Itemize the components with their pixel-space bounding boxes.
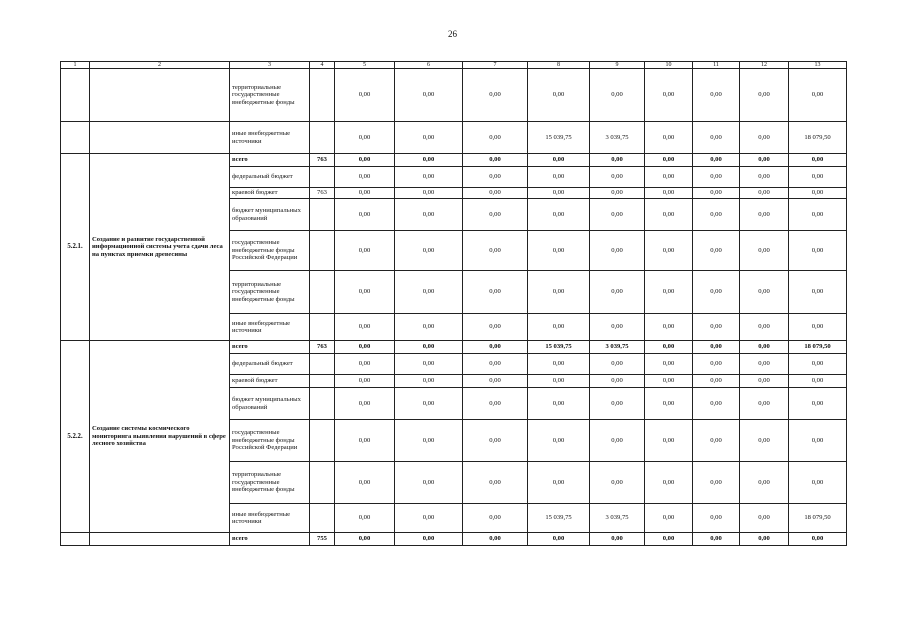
amount-cell: 0,00: [463, 271, 528, 314]
funding-source-cell: иные внебюджетные источники: [230, 122, 310, 154]
amount-cell: 0,00: [395, 420, 463, 462]
funding-source-cell: федеральный бюджет: [230, 167, 310, 188]
amount-cell: 0,00: [463, 533, 528, 546]
amount-cell: 0,00: [789, 375, 847, 388]
amount-cell: 0,00: [335, 122, 395, 154]
amount-cell: 0,00: [740, 199, 789, 231]
code-cell: [310, 231, 335, 271]
amount-cell: 0,00: [335, 271, 395, 314]
amount-cell: 0,00: [395, 231, 463, 271]
amount-cell: 0,00: [463, 188, 528, 199]
amount-cell: 0,00: [740, 354, 789, 375]
funding-source-cell: бюджет муниципальных образований: [230, 388, 310, 420]
amount-cell: 0,00: [693, 341, 740, 354]
column-number: 3: [230, 62, 310, 69]
funding-source-cell: федеральный бюджет: [230, 354, 310, 375]
amount-cell: 0,00: [693, 231, 740, 271]
amount-cell: 0,00: [463, 199, 528, 231]
amount-cell: 0,00: [463, 375, 528, 388]
amount-cell: 0,00: [528, 199, 590, 231]
amount-cell: 0,00: [395, 533, 463, 546]
amount-cell: 0,00: [740, 462, 789, 504]
amount-cell: 15 039,75: [528, 122, 590, 154]
amount-cell: 0,00: [335, 69, 395, 122]
code-cell: 755: [310, 533, 335, 546]
code-cell: 763: [310, 154, 335, 167]
code-cell: [310, 271, 335, 314]
code-cell: [310, 199, 335, 231]
amount-cell: 0,00: [693, 354, 740, 375]
funding-source-cell: территориальные государственные внебюджетные фонды: [230, 271, 310, 314]
item-name-cell: Создание и развитие государственной информационной системы учета сдачи леса на пунктах приемки древесины: [90, 154, 230, 341]
amount-cell: 0,00: [693, 154, 740, 167]
amount-cell: 0,00: [590, 375, 645, 388]
code-cell: [310, 375, 335, 388]
code-cell: [310, 167, 335, 188]
amount-cell: 0,00: [395, 375, 463, 388]
amount-cell: 0,00: [740, 533, 789, 546]
amount-cell: 0,00: [789, 462, 847, 504]
item-code-cell: [61, 69, 90, 122]
item-name-cell: [90, 122, 230, 154]
column-number: 12: [740, 62, 789, 69]
amount-cell: 0,00: [395, 167, 463, 188]
amount-cell: 0,00: [693, 122, 740, 154]
column-number: 2: [90, 62, 230, 69]
amount-cell: 0,00: [645, 462, 693, 504]
amount-cell: 0,00: [463, 420, 528, 462]
amount-cell: 0,00: [645, 231, 693, 271]
amount-cell: 0,00: [590, 167, 645, 188]
amount-cell: 0,00: [395, 154, 463, 167]
amount-cell: 0,00: [789, 167, 847, 188]
amount-cell: 0,00: [528, 154, 590, 167]
amount-cell: 0,00: [463, 122, 528, 154]
amount-cell: 0,00: [645, 375, 693, 388]
column-number: 9: [590, 62, 645, 69]
amount-cell: 0,00: [528, 354, 590, 375]
amount-cell: 0,00: [395, 341, 463, 354]
item-name-cell: [90, 533, 230, 546]
amount-cell: 0,00: [740, 69, 789, 122]
amount-cell: 0,00: [463, 504, 528, 533]
amount-cell: 0,00: [395, 354, 463, 375]
funding-source-cell: всего: [230, 341, 310, 354]
total-row: [61, 341, 847, 354]
amount-cell: 3 039,75: [590, 122, 645, 154]
amount-cell: 0,00: [528, 462, 590, 504]
amount-cell: 0,00: [335, 341, 395, 354]
amount-cell: 0,00: [395, 314, 463, 341]
item-name-cell: [90, 69, 230, 122]
amount-cell: 0,00: [740, 271, 789, 314]
amount-cell: 0,00: [789, 354, 847, 375]
amount-cell: 0,00: [335, 375, 395, 388]
funding-source-cell: всего: [230, 154, 310, 167]
code-cell: [310, 122, 335, 154]
amount-cell: 0,00: [528, 533, 590, 546]
amount-cell: 0,00: [789, 188, 847, 199]
amount-cell: 0,00: [789, 388, 847, 420]
code-cell: [310, 314, 335, 341]
amount-cell: 0,00: [693, 533, 740, 546]
amount-cell: 0,00: [693, 199, 740, 231]
amount-cell: 0,00: [590, 462, 645, 504]
amount-cell: 0,00: [335, 188, 395, 199]
amount-cell: 0,00: [693, 188, 740, 199]
amount-cell: 0,00: [463, 388, 528, 420]
item-code-cell: [61, 122, 90, 154]
amount-cell: 18 079,50: [789, 504, 847, 533]
amount-cell: 15 039,75: [528, 341, 590, 354]
amount-cell: 0,00: [463, 354, 528, 375]
amount-cell: 0,00: [693, 504, 740, 533]
amount-cell: 0,00: [395, 188, 463, 199]
amount-cell: 3 039,75: [590, 341, 645, 354]
item-name-cell: Создание системы космического мониторинга выявления нарушений в сфере лесного хозяйства: [90, 341, 230, 533]
total-row: [61, 533, 847, 546]
funding-source-cell: иные внебюджетные источники: [230, 314, 310, 341]
amount-cell: 0,00: [395, 271, 463, 314]
amount-cell: 0,00: [335, 462, 395, 504]
amount-cell: 0,00: [645, 199, 693, 231]
amount-cell: 3 039,75: [590, 504, 645, 533]
amount-cell: 0,00: [463, 314, 528, 341]
funding-source-cell: государственные внебюджетные фонды Российской Федерации: [230, 420, 310, 462]
code-cell: 763: [310, 188, 335, 199]
amount-cell: 0,00: [590, 388, 645, 420]
amount-cell: 0,00: [528, 271, 590, 314]
item-code-cell: [61, 533, 90, 546]
funding-source-cell: бюджет муниципальных образований: [230, 199, 310, 231]
amount-cell: 0,00: [645, 341, 693, 354]
amount-cell: 0,00: [740, 388, 789, 420]
amount-cell: 0,00: [463, 154, 528, 167]
amount-cell: 0,00: [740, 167, 789, 188]
amount-cell: 0,00: [528, 420, 590, 462]
amount-cell: 0,00: [335, 199, 395, 231]
column-number: 4: [310, 62, 335, 69]
amount-cell: 0,00: [463, 69, 528, 122]
code-cell: [310, 504, 335, 533]
amount-cell: 0,00: [693, 420, 740, 462]
amount-cell: 0,00: [590, 354, 645, 375]
amount-cell: 0,00: [335, 504, 395, 533]
funding-source-cell: иные внебюджетные источники: [230, 504, 310, 533]
amount-cell: 0,00: [528, 231, 590, 271]
amount-cell: 0,00: [528, 167, 590, 188]
amount-cell: 0,00: [528, 388, 590, 420]
amount-cell: 0,00: [645, 188, 693, 199]
amount-cell: 18 079,50: [789, 122, 847, 154]
amount-cell: 0,00: [590, 188, 645, 199]
amount-cell: 0,00: [335, 388, 395, 420]
amount-cell: 0,00: [693, 271, 740, 314]
amount-cell: 0,00: [740, 154, 789, 167]
column-number: 8: [528, 62, 590, 69]
amount-cell: 0,00: [590, 154, 645, 167]
amount-cell: 18 079,50: [789, 341, 847, 354]
amount-cell: 0,00: [590, 420, 645, 462]
column-number: 11: [693, 62, 740, 69]
amount-cell: 0,00: [335, 154, 395, 167]
amount-cell: 0,00: [789, 420, 847, 462]
amount-cell: 0,00: [645, 69, 693, 122]
amount-cell: 0,00: [645, 122, 693, 154]
amount-cell: 0,00: [590, 199, 645, 231]
column-number: 5: [335, 62, 395, 69]
amount-cell: 0,00: [463, 341, 528, 354]
amount-cell: 0,00: [740, 231, 789, 271]
amount-cell: 0,00: [335, 314, 395, 341]
page-number: 26: [448, 29, 457, 39]
amount-cell: 0,00: [590, 533, 645, 546]
amount-cell: 0,00: [590, 271, 645, 314]
amount-cell: 0,00: [463, 231, 528, 271]
amount-cell: 0,00: [693, 69, 740, 122]
amount-cell: 0,00: [789, 271, 847, 314]
amount-cell: 0,00: [789, 231, 847, 271]
amount-cell: 0,00: [395, 122, 463, 154]
amount-cell: 0,00: [335, 167, 395, 188]
amount-cell: 0,00: [335, 420, 395, 462]
amount-cell: 0,00: [645, 420, 693, 462]
code-cell: [310, 69, 335, 122]
amount-cell: 0,00: [590, 69, 645, 122]
amount-cell: 0,00: [528, 375, 590, 388]
amount-cell: 0,00: [395, 69, 463, 122]
amount-cell: 0,00: [693, 167, 740, 188]
amount-cell: 0,00: [590, 231, 645, 271]
amount-cell: 0,00: [645, 388, 693, 420]
amount-cell: 0,00: [395, 199, 463, 231]
amount-cell: 0,00: [395, 462, 463, 504]
amount-cell: 0,00: [740, 375, 789, 388]
amount-cell: 0,00: [740, 314, 789, 341]
amount-cell: 15 039,75: [528, 504, 590, 533]
amount-cell: 0,00: [463, 462, 528, 504]
amount-cell: 0,00: [335, 354, 395, 375]
amount-cell: 0,00: [335, 231, 395, 271]
column-number: 1: [61, 62, 90, 69]
column-number: 13: [789, 62, 847, 69]
amount-cell: 0,00: [645, 354, 693, 375]
funding-source-cell: территориальные государственные внебюджетные фонды: [230, 462, 310, 504]
item-code-cell: 5.2.2.: [61, 341, 90, 533]
funding-source-cell: территориальные государственные внебюджетные фонды: [230, 69, 310, 122]
funding-source-cell: государственные внебюджетные фонды Российской Федерации: [230, 231, 310, 271]
code-cell: 763: [310, 341, 335, 354]
amount-cell: 0,00: [693, 388, 740, 420]
funding-source-cell: всего: [230, 533, 310, 546]
item-code-cell: 5.2.1.: [61, 154, 90, 341]
amount-cell: 0,00: [645, 533, 693, 546]
source-row: [61, 69, 847, 122]
amount-cell: 0,00: [395, 504, 463, 533]
column-number: 10: [645, 62, 693, 69]
amount-cell: 0,00: [693, 462, 740, 504]
funding-source-cell: краевой бюджет: [230, 188, 310, 199]
column-number: 7: [463, 62, 528, 69]
amount-cell: 0,00: [693, 314, 740, 341]
amount-cell: 0,00: [740, 341, 789, 354]
column-number: 6: [395, 62, 463, 69]
amount-cell: 0,00: [395, 388, 463, 420]
amount-cell: 0,00: [740, 504, 789, 533]
column-number-row: [61, 62, 847, 69]
amount-cell: 0,00: [463, 167, 528, 188]
amount-cell: 0,00: [645, 271, 693, 314]
amount-cell: 0,00: [645, 167, 693, 188]
total-row: [61, 154, 847, 167]
amount-cell: 0,00: [645, 154, 693, 167]
amount-cell: 0,00: [528, 69, 590, 122]
funding-source-cell: краевой бюджет: [230, 375, 310, 388]
amount-cell: 0,00: [645, 504, 693, 533]
code-cell: [310, 388, 335, 420]
amount-cell: 0,00: [740, 188, 789, 199]
code-cell: [310, 462, 335, 504]
budget-table: [60, 61, 847, 546]
amount-cell: 0,00: [590, 314, 645, 341]
amount-cell: 0,00: [789, 154, 847, 167]
amount-cell: 0,00: [789, 533, 847, 546]
amount-cell: 0,00: [693, 375, 740, 388]
amount-cell: 0,00: [740, 122, 789, 154]
code-cell: [310, 420, 335, 462]
amount-cell: 0,00: [335, 533, 395, 546]
amount-cell: 0,00: [789, 69, 847, 122]
source-row: [61, 122, 847, 154]
amount-cell: 0,00: [645, 314, 693, 341]
amount-cell: 0,00: [528, 188, 590, 199]
amount-cell: 0,00: [789, 199, 847, 231]
amount-cell: 0,00: [740, 420, 789, 462]
code-cell: [310, 354, 335, 375]
amount-cell: 0,00: [789, 314, 847, 341]
amount-cell: 0,00: [528, 314, 590, 341]
